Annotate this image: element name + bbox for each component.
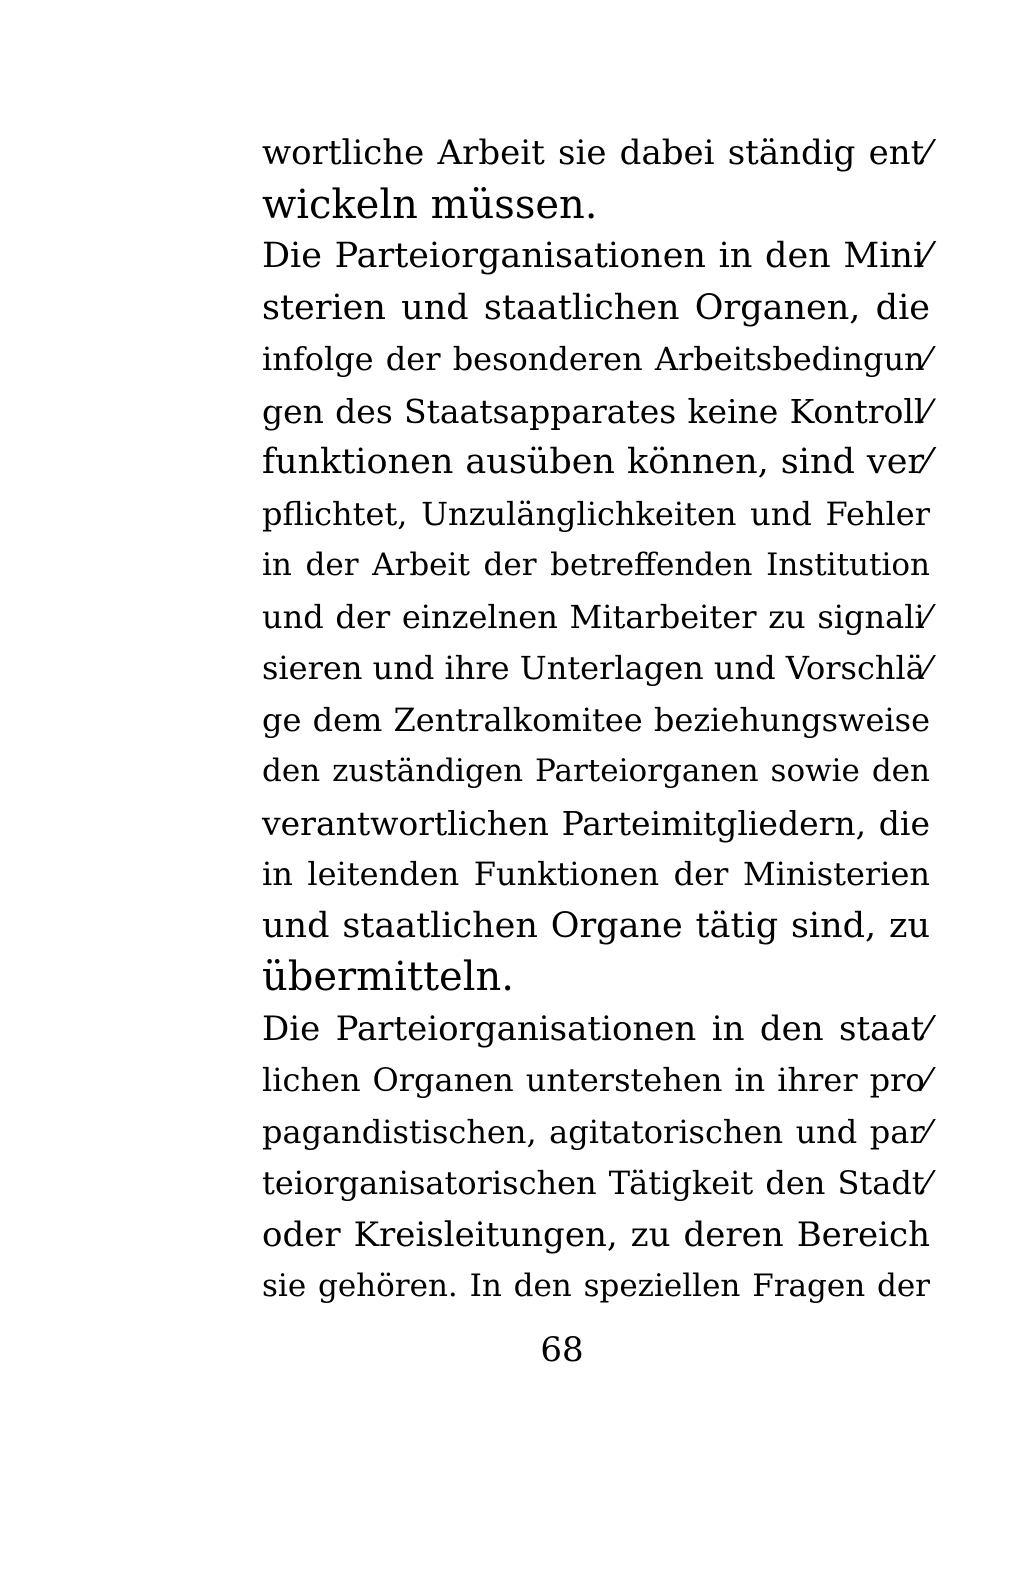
text-line: wickeln müssen. <box>262 181 598 228</box>
text-line: infolge der besonderen Arbeitsbedingun⁄ <box>262 340 930 378</box>
text-line: funktionen ausüben können, sind ver⁄ <box>262 442 930 482</box>
text-line: ge dem Zentralkomitee beziehungsweise <box>262 700 930 739</box>
text-line: Die Parteiorganisationen in den staat⁄ <box>262 1008 930 1049</box>
text-line: und der einzelnen Mitarbeiter zu signali⁄ <box>262 597 930 636</box>
text-line: pagandistischen, agitatorischen und par⁄ <box>262 1112 930 1151</box>
text-line: verantwortlichen Parteimitgliedern, die <box>262 803 930 843</box>
text-line: und staatlichen Organe tätig sind, zu <box>262 905 930 946</box>
text-line: gen des Staatsapparates keine Kontroll⁄ <box>262 391 930 431</box>
text-line: den zuständigen Parteiorganen sowie den <box>262 753 930 789</box>
text-line: oder Kreisleitungen, zu deren Bereich <box>262 1214 930 1255</box>
text-line: in der Arbeit der betreffenden Institution <box>262 547 930 583</box>
text-line: sieren und ihre Unterlagen und Vorschlä⁄ <box>262 649 931 687</box>
text-line: Die Parteiorganisationen in den Mini⁄ <box>262 236 930 276</box>
text-line: lichen Organen unterstehen in ihrer pro⁄ <box>262 1061 930 1099</box>
text-line: wortliche Arbeit sie dabei ständig ent⁄ <box>262 133 930 173</box>
text-line: sterien und staatlichen Organen, die <box>262 287 930 328</box>
text-line: pflichtet, Unzulänglichkeiten und Fehler <box>262 494 930 533</box>
text-line: teiorganisatorischen Tätigkeit den Stadt⁄ <box>262 1164 930 1202</box>
text-line: in leitenden Funktionen der Ministerien <box>262 855 930 893</box>
page-number: 68 <box>540 1330 584 1370</box>
text-line: sie gehören. In den speziellen Fragen der <box>262 1268 930 1304</box>
body-text <box>262 128 930 1313</box>
text-line: übermitteln. <box>262 954 514 1000</box>
